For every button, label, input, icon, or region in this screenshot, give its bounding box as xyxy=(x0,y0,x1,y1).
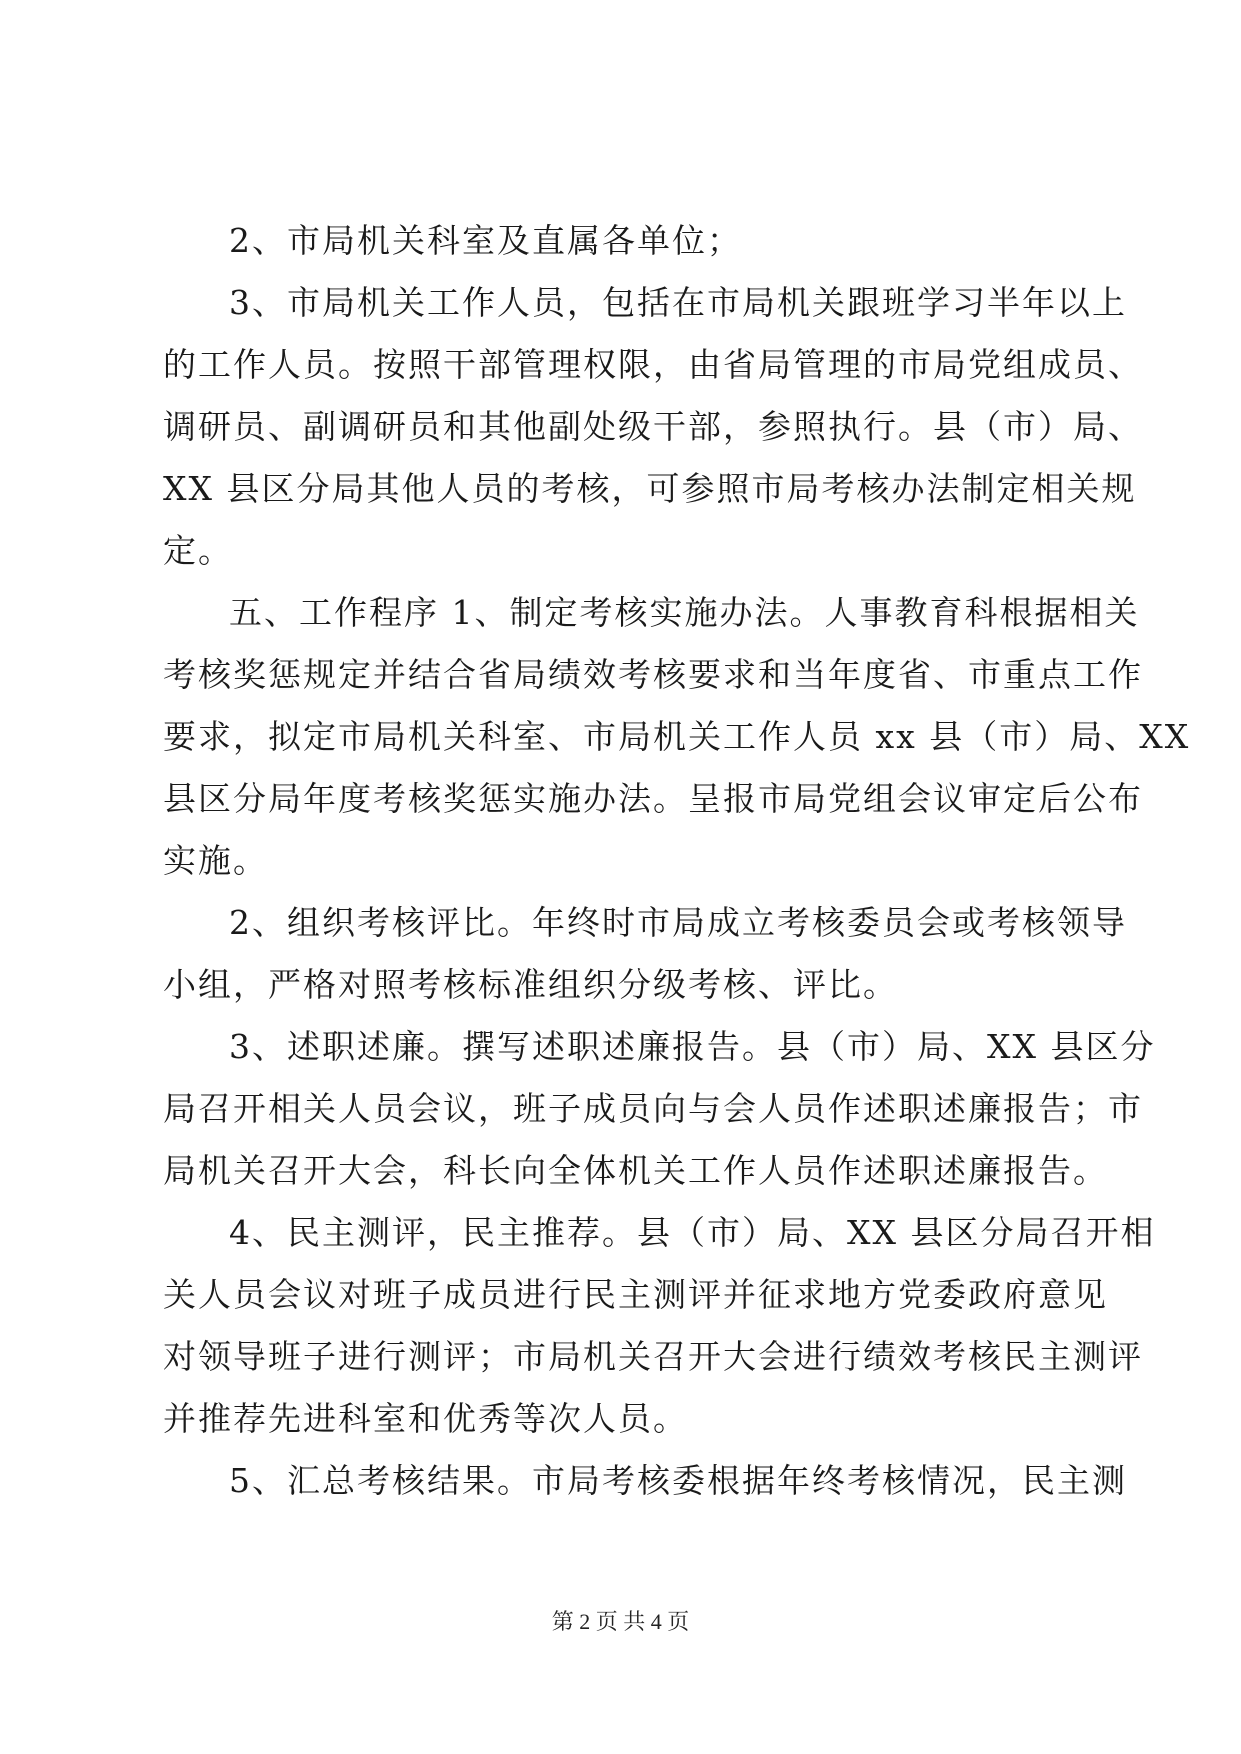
text-line: 县区分局年度考核奖惩实施办法。呈报市局党组会议审定后公布 xyxy=(163,779,1143,818)
text-line: 并推荐先进科室和优秀等次人员。 xyxy=(163,1399,688,1438)
text-line: 4、民主测评，民主推荐。县（市）局、XX 县区分局召开相 xyxy=(229,1213,1156,1252)
text-line: 小组，严格对照考核标准组织分级考核、评比。 xyxy=(163,965,898,1004)
text-line: 局召开相关人员会议，班子成员向与会人员作述职述廉报告；市 xyxy=(163,1089,1143,1128)
paragraph xyxy=(163,1016,1156,1202)
text-line: 局机关召开大会，科长向全体机关工作人员作述职述廉报告。 xyxy=(163,1151,1108,1190)
text-line: 2、市局机关科室及直属各单位； xyxy=(229,221,742,260)
text-line: XX 县区分局其他人员的考核，可参照市局考核办法制定相关规 xyxy=(163,469,1137,508)
text-line: 2、组织考核评比。年终时市局成立考核委员会或考核领导 xyxy=(229,903,1127,942)
paragraph xyxy=(163,1202,1156,1450)
text-line: 实施。 xyxy=(163,841,268,880)
paragraph xyxy=(163,892,1127,1016)
text-line: 3、市局机关工作人员，包括在市局机关跟班学习半年以上 xyxy=(229,283,1127,322)
text-line: 的工作人员。按照干部管理权限，由省局管理的市局党组成员、 xyxy=(163,345,1143,384)
paragraph xyxy=(163,272,1143,582)
text-line: 调研员、副调研员和其他副处级干部，参照执行。县（市）局、 xyxy=(163,407,1143,446)
text-line: 3、述职述廉。撰写述职述廉报告。县（市）局、XX 县区分 xyxy=(229,1027,1156,1066)
text-line: 5、汇总考核结果。市局考核委根据年终考核情况，民主测 xyxy=(229,1461,1127,1500)
document-body xyxy=(163,210,1191,1512)
text-line: 对领导班子进行测评；市局机关召开大会进行绩效考核民主测评 xyxy=(163,1337,1143,1376)
text-line: 关人员会议对班子成员进行民主测评并征求地方党委政府意见 xyxy=(163,1275,1108,1314)
paragraph xyxy=(163,210,1093,272)
paragraph xyxy=(163,582,1191,892)
text-line: 要求，拟定市局机关科室、市局机关工作人员 xx 县（市）局、XX xyxy=(163,717,1191,756)
text-line: 考核奖惩规定并结合省局绩效考核要求和当年度省、市重点工作 xyxy=(163,655,1143,694)
text-line: 定。 xyxy=(163,531,233,570)
text-line: 五、工作程序 1、制定考核实施办法。人事教育科根据相关 xyxy=(229,593,1140,632)
paragraph xyxy=(163,1450,1127,1512)
page-footer: 第 2 页 共 4 页 xyxy=(551,1609,690,1634)
